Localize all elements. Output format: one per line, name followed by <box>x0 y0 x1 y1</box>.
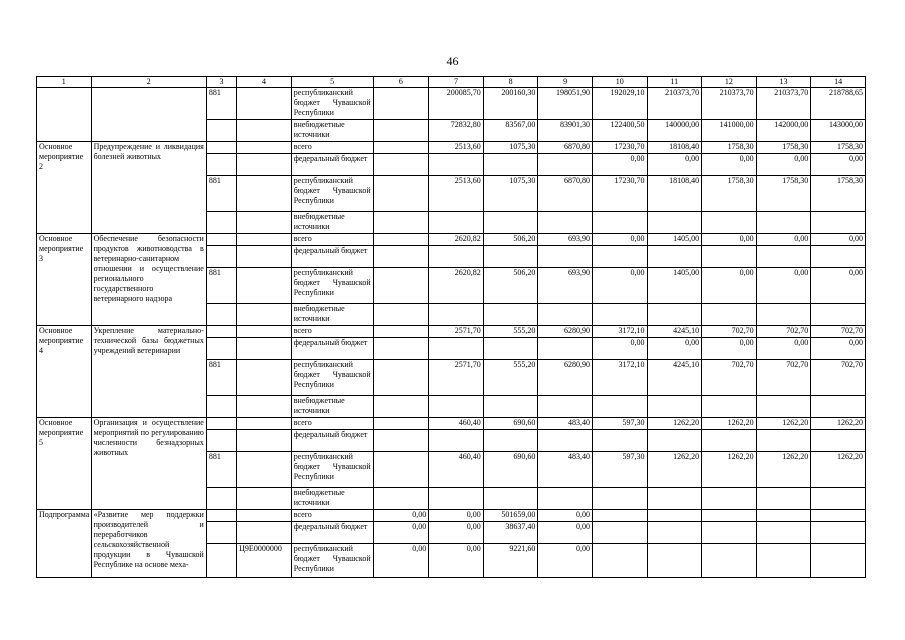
funding-table <box>36 76 866 578</box>
target-code <box>237 120 292 142</box>
amount-cell: 693,90 <box>538 268 593 304</box>
amount-cell <box>373 88 429 120</box>
target-code <box>237 176 292 212</box>
amount-cell <box>702 544 757 578</box>
amount-cell <box>702 430 757 452</box>
subprogram-title: «Развитие мер поддержки производителей и переработчиков сельскохозяйственной продукции в Чувашской Республике на основе меха- <box>91 510 206 578</box>
amount-cell: 1758,30 <box>811 142 866 154</box>
amount-cell: 0,00 <box>702 338 757 360</box>
amount-cell <box>538 304 593 326</box>
amount-cell <box>373 304 429 326</box>
amount-cell: 18108,40 <box>647 176 702 212</box>
amount-cell <box>811 488 866 510</box>
amount-cell <box>373 234 429 246</box>
amount-cell: 2571,70 <box>429 360 484 396</box>
amount-cell: 6280,90 <box>538 326 593 338</box>
amount-cell: 702,70 <box>756 326 811 338</box>
column-number: 5 <box>291 77 373 88</box>
amount-cell <box>702 304 757 326</box>
amount-cell <box>592 212 647 234</box>
amount-cell: 4245,10 <box>647 360 702 396</box>
amount-cell <box>429 212 484 234</box>
budget-code <box>206 326 236 338</box>
amount-cell <box>429 488 484 510</box>
measure-title <box>91 88 206 142</box>
funding-source: федеральный бюджет <box>291 430 373 452</box>
column-number: 6 <box>373 77 429 88</box>
amount-cell <box>811 304 866 326</box>
amount-cell: 9221,60 <box>483 544 538 578</box>
amount-cell <box>373 246 429 268</box>
amount-cell <box>538 212 593 234</box>
amount-cell: 1262,20 <box>647 418 702 430</box>
measure-title: Укрепление материально-технической базы бюджетных учреждений ветеринарии <box>91 326 206 418</box>
amount-cell: 17230,70 <box>592 142 647 154</box>
amount-cell: 1758,30 <box>811 176 866 212</box>
amount-cell <box>592 544 647 578</box>
amount-cell: 0,00 <box>373 522 429 544</box>
amount-cell <box>592 430 647 452</box>
amount-cell <box>373 418 429 430</box>
amount-cell <box>538 246 593 268</box>
budget-code <box>206 154 236 176</box>
amount-cell: 72832,80 <box>429 120 484 142</box>
page-number: 46 <box>446 54 459 68</box>
amount-cell <box>647 522 702 544</box>
amount-cell <box>483 154 538 176</box>
amount-cell <box>429 430 484 452</box>
amount-cell <box>811 212 866 234</box>
amount-cell: 555,20 <box>483 326 538 338</box>
amount-cell <box>373 212 429 234</box>
amount-cell: 0,00 <box>756 268 811 304</box>
amount-cell <box>373 430 429 452</box>
subprogram-label: Подпрограмма <box>37 510 92 578</box>
column-number: 1 <box>37 77 92 88</box>
measure-label: Основное мероприятие 4 <box>37 326 92 418</box>
column-number: 3 <box>206 77 236 88</box>
measure-label <box>37 88 92 142</box>
target-code <box>237 268 292 304</box>
measure-label: Основное мероприятие 3 <box>37 234 92 326</box>
amount-cell: 2620,82 <box>429 268 484 304</box>
budget-code <box>206 418 236 430</box>
funding-source: федеральный бюджет <box>291 154 373 176</box>
amount-cell: 1262,20 <box>811 452 866 488</box>
amount-cell: 142000,00 <box>756 120 811 142</box>
amount-cell: 483,40 <box>538 418 593 430</box>
amount-cell: 0,00 <box>811 234 866 246</box>
amount-cell: 483,40 <box>538 452 593 488</box>
target-code <box>237 304 292 326</box>
funding-source: внебюджетные источники <box>291 212 373 234</box>
amount-cell <box>592 246 647 268</box>
amount-cell: 597,30 <box>592 452 647 488</box>
amount-cell: 38637,40 <box>483 522 538 544</box>
funding-source: всего <box>291 234 373 246</box>
amount-cell: 143000,00 <box>811 120 866 142</box>
amount-cell: 6870,80 <box>538 142 593 154</box>
amount-cell: 506,20 <box>483 234 538 246</box>
amount-cell: 0,00 <box>756 154 811 176</box>
amount-cell <box>538 488 593 510</box>
amount-cell <box>647 304 702 326</box>
amount-cell: 0,00 <box>429 522 484 544</box>
amount-cell <box>592 522 647 544</box>
amount-cell: 18108,40 <box>647 142 702 154</box>
amount-cell: 3172,10 <box>592 360 647 396</box>
amount-cell <box>647 246 702 268</box>
measure-title: Обеспечение безопасности продуктов животноводства в ветеринарно-санитарном отношении и осуществление регионального государственного ветеринарного надзора <box>91 234 206 326</box>
funding-source: республиканский бюджет Чувашской Республики <box>291 452 373 488</box>
amount-cell: 0,00 <box>647 338 702 360</box>
budget-code: 881 <box>206 88 236 120</box>
funding-source: республиканский бюджет Чувашской Республики <box>291 544 373 578</box>
budget-code <box>206 510 236 522</box>
amount-cell: 2513,60 <box>429 142 484 154</box>
amount-cell <box>429 304 484 326</box>
budget-code <box>206 488 236 510</box>
amount-cell <box>702 396 757 418</box>
amount-cell <box>592 488 647 510</box>
amount-cell <box>483 304 538 326</box>
funding-source: республиканский бюджет Чувашской Республики <box>291 88 373 120</box>
table-row <box>37 510 866 522</box>
funding-source: внебюджетные источники <box>291 120 373 142</box>
amount-cell: 210373,70 <box>702 88 757 120</box>
target-code <box>237 212 292 234</box>
amount-cell <box>429 246 484 268</box>
target-code <box>237 142 292 154</box>
target-code <box>237 326 292 338</box>
measure-title: Организация и осуществление мероприятий по регулированию численности безнадзорных животных <box>91 418 206 510</box>
column-number: 4 <box>237 77 292 88</box>
amount-cell <box>538 154 593 176</box>
amount-cell: 1758,30 <box>702 142 757 154</box>
amount-cell: 702,70 <box>702 360 757 396</box>
amount-cell: 0,00 <box>373 510 429 522</box>
budget-code: 881 <box>206 360 236 396</box>
amount-cell <box>756 304 811 326</box>
amount-cell: 1758,30 <box>702 176 757 212</box>
amount-cell: 0,00 <box>702 154 757 176</box>
target-code <box>237 418 292 430</box>
amount-cell <box>702 488 757 510</box>
budget-code <box>206 396 236 418</box>
amount-cell <box>373 142 429 154</box>
amount-cell <box>647 430 702 452</box>
measure-title: Предупреждение и ликвидация болезней животных <box>91 142 206 234</box>
budget-code <box>206 430 236 452</box>
budget-code <box>206 120 236 142</box>
funding-source: внебюджетные источники <box>291 396 373 418</box>
table-row <box>37 418 866 430</box>
amount-cell: 140000,00 <box>647 120 702 142</box>
amount-cell: 0,00 <box>592 338 647 360</box>
amount-cell: 0,00 <box>538 510 593 522</box>
amount-cell <box>702 212 757 234</box>
amount-cell: 1075,30 <box>483 142 538 154</box>
amount-cell: 702,70 <box>702 326 757 338</box>
amount-cell <box>373 396 429 418</box>
target-code <box>237 88 292 120</box>
amount-cell: 1262,20 <box>811 418 866 430</box>
target-code: Ц9Е0000000 <box>237 544 292 578</box>
amount-cell <box>811 510 866 522</box>
amount-cell: 693,90 <box>538 234 593 246</box>
amount-cell <box>811 522 866 544</box>
amount-cell <box>811 246 866 268</box>
amount-cell: 83901,30 <box>538 120 593 142</box>
amount-cell: 0,00 <box>702 234 757 246</box>
target-code <box>237 338 292 360</box>
amount-cell: 0,00 <box>538 522 593 544</box>
amount-cell: 6280,90 <box>538 360 593 396</box>
amount-cell <box>756 510 811 522</box>
amount-cell: 690,60 <box>483 452 538 488</box>
budget-code <box>206 304 236 326</box>
amount-cell <box>811 544 866 578</box>
column-number: 11 <box>647 77 702 88</box>
amount-cell <box>373 176 429 212</box>
amount-cell: 1405,00 <box>647 234 702 246</box>
funding-source: федеральный бюджет <box>291 338 373 360</box>
amount-cell <box>756 488 811 510</box>
target-code <box>237 234 292 246</box>
funding-source: внебюджетные источники <box>291 488 373 510</box>
table-row <box>37 326 866 338</box>
amount-cell: 1262,20 <box>702 418 757 430</box>
amount-cell: 0,00 <box>811 154 866 176</box>
amount-cell: 0,00 <box>538 544 593 578</box>
amount-cell: 192029,10 <box>592 88 647 120</box>
amount-cell <box>592 304 647 326</box>
column-number: 13 <box>756 77 811 88</box>
amount-cell: 4245,10 <box>647 326 702 338</box>
table-row <box>37 234 866 246</box>
amount-cell: 702,70 <box>756 360 811 396</box>
target-code <box>237 488 292 510</box>
target-code <box>237 510 292 522</box>
amount-cell: 1262,20 <box>702 452 757 488</box>
budget-code <box>206 234 236 246</box>
column-number: 7 <box>429 77 484 88</box>
amount-cell: 1262,20 <box>756 452 811 488</box>
amount-cell: 1758,30 <box>756 176 811 212</box>
amount-cell <box>592 396 647 418</box>
funding-source: внебюджетные источники <box>291 304 373 326</box>
funding-source: республиканский бюджет Чувашской Республики <box>291 176 373 212</box>
amount-cell: 0,00 <box>429 544 484 578</box>
amount-cell: 200160,30 <box>483 88 538 120</box>
target-code <box>237 154 292 176</box>
amount-cell <box>811 396 866 418</box>
target-code <box>237 246 292 268</box>
amount-cell <box>756 430 811 452</box>
amount-cell: 1262,20 <box>647 452 702 488</box>
amount-cell: 122400,50 <box>592 120 647 142</box>
amount-cell: 141000,00 <box>702 120 757 142</box>
amount-cell <box>702 510 757 522</box>
amount-cell: 702,70 <box>811 326 866 338</box>
funding-source: всего <box>291 418 373 430</box>
amount-cell <box>373 154 429 176</box>
amount-cell <box>538 430 593 452</box>
amount-cell <box>483 246 538 268</box>
amount-cell: 0,00 <box>592 268 647 304</box>
amount-cell: 198051,90 <box>538 88 593 120</box>
amount-cell: 597,30 <box>592 418 647 430</box>
funding-source: всего <box>291 142 373 154</box>
column-number: 12 <box>702 77 757 88</box>
amount-cell <box>373 452 429 488</box>
target-code <box>237 452 292 488</box>
amount-cell <box>647 212 702 234</box>
amount-cell <box>373 488 429 510</box>
amount-cell: 2571,70 <box>429 326 484 338</box>
amount-cell <box>373 268 429 304</box>
amount-cell: 0,00 <box>647 154 702 176</box>
amount-cell: 2513,60 <box>429 176 484 212</box>
column-number: 2 <box>91 77 206 88</box>
column-number: 10 <box>592 77 647 88</box>
budget-code: 881 <box>206 176 236 212</box>
amount-cell: 0,00 <box>373 544 429 578</box>
amount-cell: 460,40 <box>429 418 484 430</box>
amount-cell <box>647 510 702 522</box>
target-code <box>237 430 292 452</box>
amount-cell <box>483 338 538 360</box>
table-row <box>37 88 866 120</box>
budget-code: 881 <box>206 268 236 304</box>
amount-cell: 0,00 <box>811 268 866 304</box>
amount-cell: 1262,20 <box>756 418 811 430</box>
amount-cell <box>483 430 538 452</box>
budget-code <box>206 246 236 268</box>
amount-cell <box>811 430 866 452</box>
amount-cell: 0,00 <box>592 234 647 246</box>
amount-cell: 702,70 <box>811 360 866 396</box>
target-code <box>237 396 292 418</box>
funding-source: республиканский бюджет Чувашской Республики <box>291 268 373 304</box>
funding-source: всего <box>291 326 373 338</box>
amount-cell: 200085,70 <box>429 88 484 120</box>
amount-cell: 17230,70 <box>592 176 647 212</box>
amount-cell <box>756 522 811 544</box>
amount-cell <box>483 488 538 510</box>
amount-cell <box>647 396 702 418</box>
amount-cell: 690,60 <box>483 418 538 430</box>
target-code <box>237 360 292 396</box>
budget-code <box>206 338 236 360</box>
amount-cell: 0,00 <box>811 338 866 360</box>
amount-cell: 0,00 <box>702 268 757 304</box>
amount-cell <box>429 338 484 360</box>
amount-cell <box>483 212 538 234</box>
amount-cell <box>702 246 757 268</box>
amount-cell: 0,00 <box>756 338 811 360</box>
column-number: 9 <box>538 77 593 88</box>
amount-cell: 210373,70 <box>647 88 702 120</box>
amount-cell <box>373 120 429 142</box>
amount-cell <box>647 488 702 510</box>
amount-cell <box>483 396 538 418</box>
measure-label: Основное мероприятие 5 <box>37 418 92 510</box>
column-number-row <box>37 77 866 88</box>
amount-cell: 218788,65 <box>811 88 866 120</box>
amount-cell <box>429 396 484 418</box>
amount-cell <box>373 360 429 396</box>
amount-cell <box>538 396 593 418</box>
table-row <box>37 142 866 154</box>
amount-cell: 6870,80 <box>538 176 593 212</box>
amount-cell: 555,20 <box>483 360 538 396</box>
amount-cell: 460,40 <box>429 452 484 488</box>
amount-cell: 0,00 <box>592 154 647 176</box>
funding-source: федеральный бюджет <box>291 246 373 268</box>
amount-cell <box>538 338 593 360</box>
amount-cell: 1405,00 <box>647 268 702 304</box>
amount-cell: 501659,00 <box>483 510 538 522</box>
amount-cell: 2620,82 <box>429 234 484 246</box>
amount-cell: 210373,70 <box>756 88 811 120</box>
measure-label: Основное мероприятие 2 <box>37 142 92 234</box>
budget-code <box>206 544 236 578</box>
amount-cell <box>647 544 702 578</box>
funding-source: федеральный бюджет <box>291 522 373 544</box>
amount-cell <box>592 510 647 522</box>
amount-cell: 506,20 <box>483 268 538 304</box>
amount-cell: 1758,30 <box>756 142 811 154</box>
amount-cell <box>756 544 811 578</box>
amount-cell: 3172,10 <box>592 326 647 338</box>
amount-cell: 83567,00 <box>483 120 538 142</box>
amount-cell: 1075,30 <box>483 176 538 212</box>
amount-cell <box>429 154 484 176</box>
amount-cell <box>756 212 811 234</box>
amount-cell <box>756 396 811 418</box>
budget-code <box>206 522 236 544</box>
amount-cell <box>756 246 811 268</box>
amount-cell: 0,00 <box>429 510 484 522</box>
budget-code <box>206 212 236 234</box>
table-body <box>37 77 866 578</box>
funding-source: республиканский бюджет Чувашской Республики <box>291 360 373 396</box>
amount-cell <box>702 522 757 544</box>
amount-cell: 0,00 <box>756 234 811 246</box>
column-number: 8 <box>483 77 538 88</box>
funding-source: всего <box>291 510 373 522</box>
budget-code: 881 <box>206 452 236 488</box>
column-number: 14 <box>811 77 866 88</box>
amount-cell <box>373 326 429 338</box>
target-code <box>237 522 292 544</box>
budget-code <box>206 142 236 154</box>
amount-cell <box>373 338 429 360</box>
